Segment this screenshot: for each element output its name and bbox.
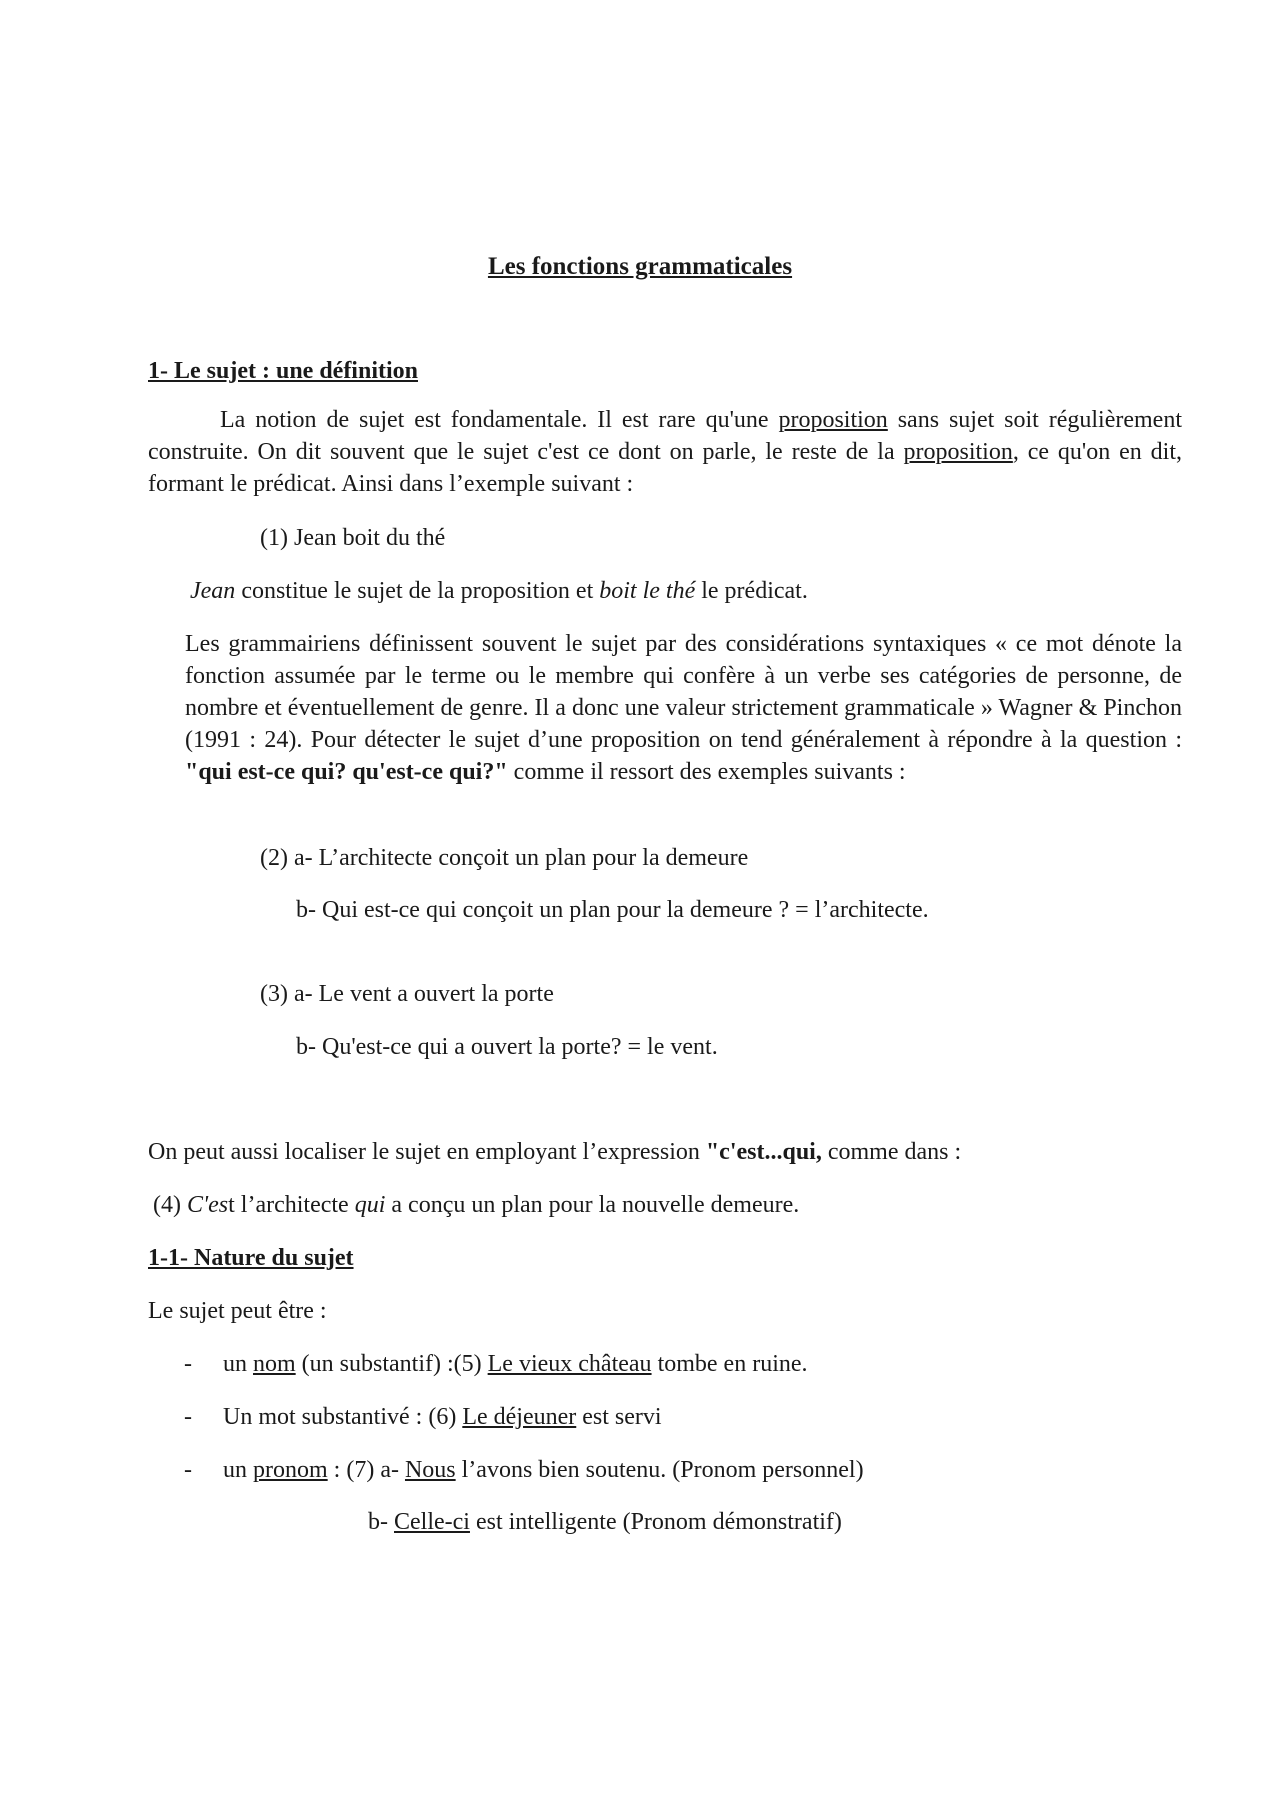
section-heading-le-sujet: 1- Le sujet : une définition	[148, 358, 418, 384]
example-1: (1) Jean boit du thé	[260, 525, 446, 551]
example-3b: b- Qu'est-ce qui a ouvert la porte? = le vent.	[296, 1034, 718, 1060]
nature-intro: Le sujet peut être :	[148, 1298, 327, 1324]
paragraph-grammairiens: Les grammairiens définissent souvent le sujet par des considérations syntaxiques « ce mot dénote la fonction assumée par le terme ou le membre qui confère à un verbe ses catégories de personne, de nombre et éventuellement de genre. Il a donc une valeur strictement grammaticale » Wagner & Pinchon (1991 : 24). Pour détecter le sujet d’une proposition on tend généralement à répondre à la question : "qui est-ce qui? qu'est-ce qui?" comme il ressort des exemples suivants :	[185, 631, 1182, 785]
paragraph-cest-qui: On peut aussi localiser le sujet en employant l’expression "c'est...qui, comme dans :	[148, 1139, 962, 1165]
example-2b: b- Qui est-ce qui conçoit un plan pour la demeure ? = l’architecte.	[296, 897, 929, 923]
paragraph-definition: La notion de sujet est fondamentale. Il est rare qu'une proposition sans sujet soit régulièrement construite. On dit souvent que le sujet c'est ce dont on parle, le reste de la proposition, ce qu'on en dit, formant le prédicat. Ainsi dans l’exemple suivant :	[148, 407, 1183, 497]
section-heading-nature-du-sujet: 1-1- Nature du sujet	[148, 1245, 354, 1271]
example-2a: (2) a- L’architecte conçoit un plan pour la demeure	[260, 845, 749, 871]
link-proposition: proposition	[778, 407, 888, 433]
document-page: Les fonctions grammaticales 1- Le sujet : une définition La notion de sujet est fondamentale. Il est rare qu'une proposition sans sujet soit régulièrement construite. On dit souvent que le sujet c'est ce dont on parle, le reste de la proposition, ce qu'on en dit, formant le prédicat. Ainsi dans l’exemple suivant : (1) Jean boit du thé Jean constitue le sujet de la proposition et boit le thé le prédicat. Les grammairiens définissent souvent le sujet par des considérations syntaxiques « ce mot dénote la fonction assumée par le terme ou le membre qui confère à un verbe ses catégories de personne, de nombre et éventuellement de genre. Il a donc une valeur strictement grammaticale » Wagner & Pinchon (1991 : 24). Pour détecter le sujet d’une proposition on tend généralement à répondre à la question : "qui est-ce qui? qu'est-ce qui?" comme il ressort des exemples suivants : (2) a- L’architecte conçoit un plan pour la demeure b- Qui est-ce qui conçoit un plan pour la demeure ? = l’architecte. (3) a- Le vent a ouvert la porte b- Qu'est-ce qui a ouvert la porte? = le vent. On peut aussi localiser le sujet en employant l’expression "c'est...qui, comme dans : (4) C'est l’architecte qui a conçu un plan pour la nouvelle demeure. 1-1- Nature du sujet Le sujet peut être : - un nom (un substantif) :(5) Le vieux château tombe en ruine. - Un mot substantivé : (6) Le déjeuner est servi - un pronom : (7) a- Nous l’avons bien soutenu. (Pronom personnel) b- Celle-ci est intelligente (Pronom démonstratif)	[0, 0, 1280, 1811]
link-proposition-2: proposition	[903, 439, 1013, 465]
document-title: Les fonctions grammaticales	[487, 253, 793, 280]
example-3a: (3) a- Le vent a ouvert la porte	[260, 981, 554, 1007]
list-item-sub: b- Celle-ci est intelligente (Pronom démonstratif)	[368, 1509, 842, 1535]
example-4: (4) C'est l’architecte qui a conçu un plan pour la nouvelle demeure.	[153, 1192, 800, 1218]
example-1-comment: Jean constitue le sujet de la proposition et boit le thé le prédicat.	[190, 578, 808, 604]
